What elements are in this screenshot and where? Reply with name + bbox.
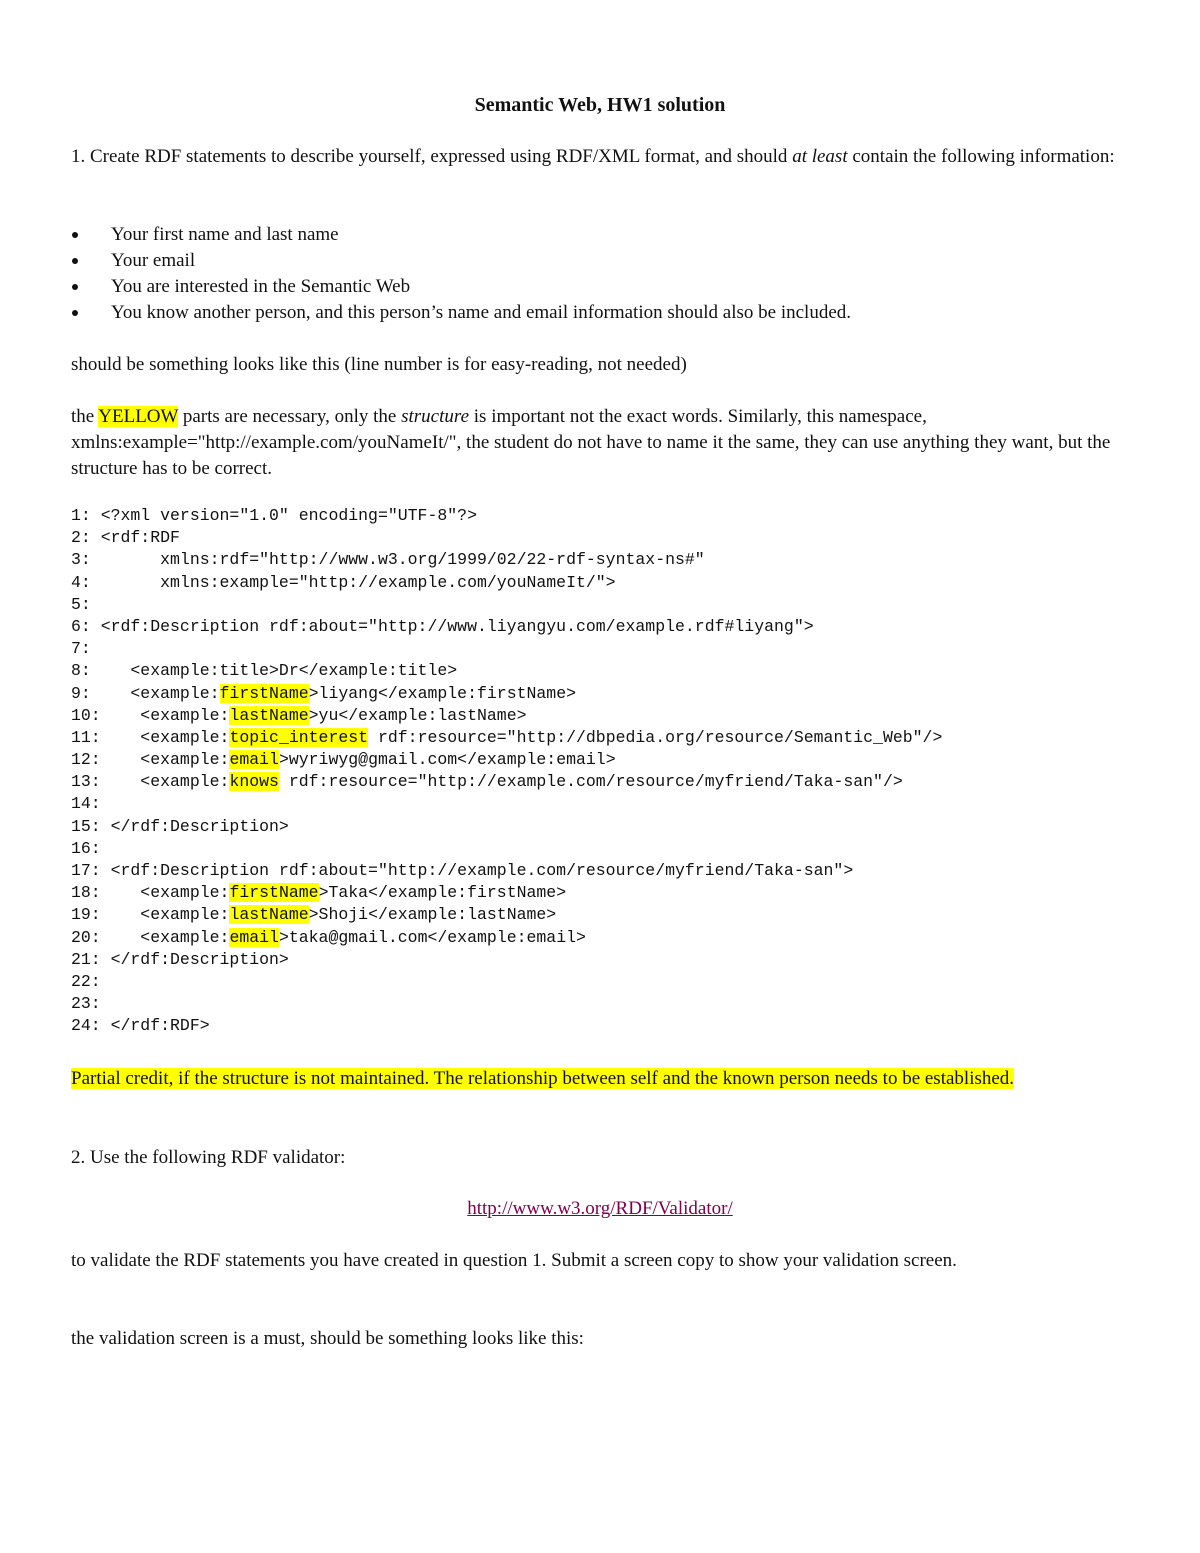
code-line <box>71 860 1151 882</box>
list-item <box>71 222 1131 248</box>
code-highlight: topic_interest <box>229 727 369 747</box>
code-text: >yu</example:lastName> <box>308 705 527 725</box>
code-line <box>71 927 1151 949</box>
validator-link-row <box>0 1196 1200 1222</box>
code-line <box>71 660 1151 682</box>
code-text: 5: <box>71 594 91 614</box>
note-text: parts are necessary, only the <box>178 406 402 427</box>
code-line <box>71 683 1151 705</box>
code-highlight: email <box>229 750 279 770</box>
page-title: Semantic Web, HW1 solution <box>474 94 726 116</box>
code-line <box>71 749 1151 771</box>
code-line <box>71 1015 1151 1037</box>
validation-screen-note: the validation screen is a must, should be something looks like this: <box>71 1328 584 1349</box>
list-item-text: Your email <box>111 250 196 271</box>
code-line <box>71 616 1151 638</box>
code-text: 2: <rdf:RDF <box>71 528 180 548</box>
code-text: 16: <box>71 838 101 858</box>
code-text: rdf:resource="http://example.com/resource/myfriend/Taka-san"/> <box>278 772 903 792</box>
code-text: 12: <example: <box>71 750 230 770</box>
code-line <box>71 549 1151 571</box>
yellow-highlight: YELLOW <box>98 406 179 427</box>
code-line <box>71 527 1151 549</box>
code-line <box>71 505 1151 527</box>
code-line <box>71 904 1151 926</box>
code-text: 9: <example: <box>71 683 220 703</box>
code-text: 19: <example: <box>71 905 230 925</box>
question-2-intro: 2. Use the following RDF validator: <box>71 1147 346 1168</box>
code-text: 14: <box>71 794 101 814</box>
code-text: 21: </rdf:Description> <box>71 949 289 969</box>
code-text: 8: <example:title>Dr</example:title> <box>71 661 458 681</box>
code-text: >wyriwyg@gmail.com</example:email> <box>278 750 616 770</box>
code-text: 22: <box>71 971 101 991</box>
code-text: 15: </rdf:Description> <box>71 816 289 836</box>
q1-intro-tail: contain the following information: <box>847 146 1115 167</box>
code-line <box>71 572 1151 594</box>
q1-intro-text: 1. Create RDF statements to describe yourself, expressed using RDF/XML format, and should <box>71 146 793 167</box>
yellow-parts-note <box>71 404 1121 482</box>
validate-instructions: to validate the RDF statements you have created in question 1. Submit a screen copy to show your validation screen. <box>71 1250 957 1271</box>
looks-like-note: should be something looks like this (line number is for easy-reading, not needed) <box>71 354 687 375</box>
list-item <box>71 300 1131 326</box>
code-line <box>71 638 1151 660</box>
code-text: 17: <rdf:Description rdf:about="http://example.com/resource/myfriend/Taka-san"> <box>71 861 854 880</box>
code-line <box>71 993 1151 1015</box>
code-line <box>71 793 1151 815</box>
code-text: 6: <rdf:Description rdf:about="http://www.liyangyu.com/example.rdf#liyang"> <box>71 616 814 636</box>
code-line <box>71 949 1151 971</box>
code-line <box>71 771 1151 793</box>
code-line <box>71 727 1151 749</box>
note-emphasis: structure <box>401 406 470 427</box>
partial-credit-note <box>71 1066 1131 1092</box>
code-text: >Shoji</example:lastName> <box>308 905 557 925</box>
list-item-text: You are interested in the Semantic Web <box>111 276 411 297</box>
code-line <box>71 816 1151 838</box>
code-text: 24: </rdf:RDF> <box>71 1016 210 1036</box>
code-highlight: lastName <box>229 705 309 725</box>
code-text: 1: <?xml version="1.0" encoding="UTF-8"?> <box>71 506 477 525</box>
code-text: 13: <example: <box>71 772 230 792</box>
code-highlight: lastName <box>229 905 309 925</box>
rdf-code-block <box>71 505 1151 1038</box>
code-highlight: firstName <box>229 883 319 903</box>
code-highlight: firstName <box>219 683 309 703</box>
code-highlight: knows <box>229 772 279 792</box>
note-text: is important not the exact words. Similarly, this namespace, xmlns:example="http://example.com/youNameIt/", the student do not have to name it the same, they can use anything they want, but the structure has to be correct. <box>71 406 1111 479</box>
list-item-text: You know another person, and this person’s name and email information should also be included. <box>111 302 851 323</box>
code-line <box>71 705 1151 727</box>
list-item-text: Your first name and last name <box>111 224 339 245</box>
question-1-intro <box>71 144 1121 170</box>
code-text: rdf:resource="http://dbpedia.org/resource/Semantic_Web"/> <box>368 727 943 747</box>
code-highlight: email <box>229 927 279 947</box>
requirements-list <box>71 222 1131 326</box>
code-text: 23: <box>71 994 101 1014</box>
code-text: 10: <example: <box>71 705 230 725</box>
code-text: >Taka</example:firstName> <box>318 883 567 903</box>
code-text: >taka@gmail.com</example:email> <box>278 927 586 947</box>
code-text: >liyang</example:firstName> <box>308 683 576 703</box>
code-text: 20: <example: <box>71 927 230 947</box>
code-text: 11: <example: <box>71 727 230 747</box>
q1-intro-emphasis: at least <box>792 146 848 167</box>
code-text: 3: xmlns:rdf="http://www.w3.org/1999/02/22-rdf-syntax-ns#" <box>71 550 705 570</box>
list-item <box>71 248 1131 274</box>
code-text: 7: <box>71 639 91 659</box>
code-text: 18: <example: <box>71 883 230 903</box>
code-text: 4: xmlns:example="http://example.com/youNameIt/"> <box>71 572 616 592</box>
code-line <box>71 594 1151 616</box>
list-item <box>71 274 1131 300</box>
code-line <box>71 971 1151 993</box>
code-line <box>71 838 1151 860</box>
validator-link[interactable]: http://www.w3.org/RDF/Validator/ <box>467 1198 733 1219</box>
partial-credit-text: Partial credit, if the structure is not maintained. The relationship between self and the known person needs to be established. <box>71 1068 1015 1089</box>
code-line <box>71 882 1151 904</box>
note-text: the <box>71 406 99 427</box>
